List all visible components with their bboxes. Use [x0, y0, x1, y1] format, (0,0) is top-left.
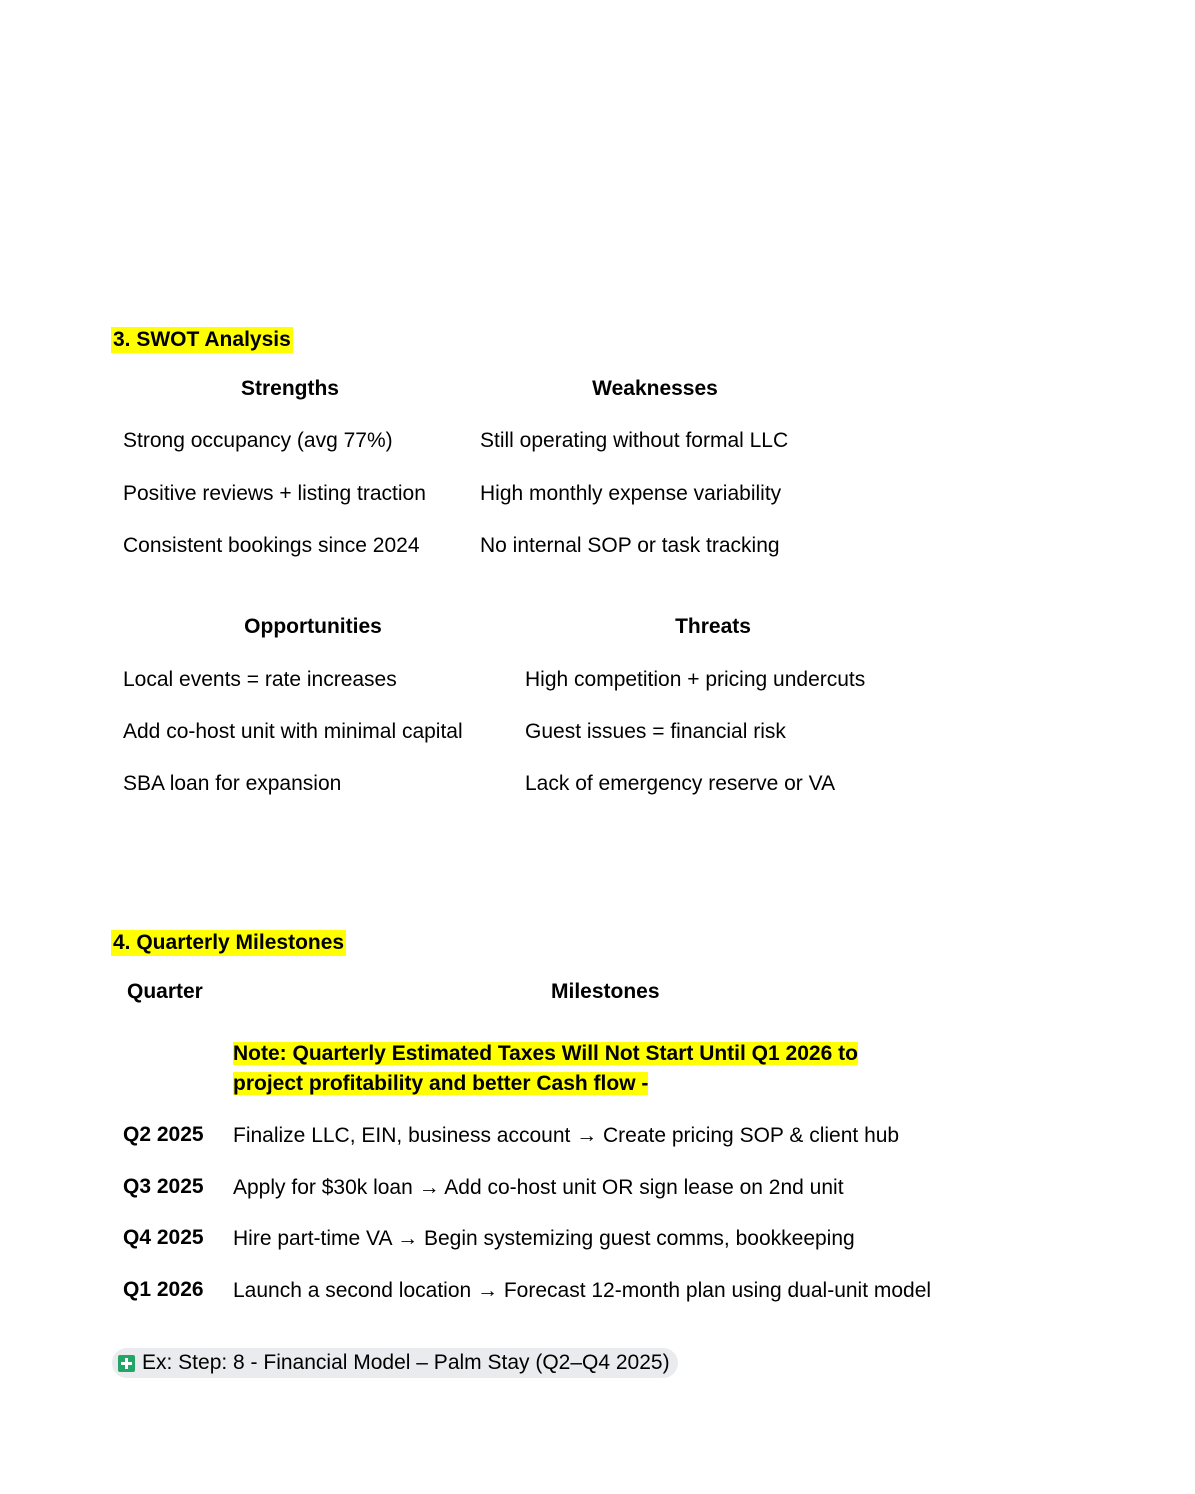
tax-note-text: Note: Quarterly Estimated Taxes Will Not Start Until Q1 2026 to project profitability and better Cash flow - [233, 1042, 858, 1095]
milestone-text: Hire part-time VA → Begin systemizing guest comms, bookkeeping [233, 1227, 855, 1250]
tax-note [233, 1039, 933, 1099]
threat-item: Guest issues = financial risk [525, 720, 786, 743]
google-sheets-icon [118, 1355, 135, 1372]
linked-file-chip[interactable] [112, 1348, 678, 1378]
quarter-label: Q3 2025 [123, 1175, 204, 1198]
linked-file-label[interactable]: Ex: Step: 8 - Financial Model – Palm Stay (Q2–Q4 2025) [142, 1351, 670, 1374]
threat-item: High competition + pricing undercuts [525, 668, 866, 691]
weakness-item: High monthly expense variability [480, 482, 782, 505]
opportunities-header: Opportunities [244, 615, 382, 638]
milestones-heading: 4. Quarterly Milestones [113, 931, 345, 954]
strength-item: Strong occupancy (avg 77%) [123, 429, 393, 452]
milestone-text: Launch a second location → Forecast 12-month plan using dual-unit model [233, 1279, 932, 1302]
threat-item: Lack of emergency reserve or VA [525, 772, 836, 795]
weakness-item: No internal SOP or task tracking [480, 534, 780, 557]
strength-item: Positive reviews + listing traction [123, 482, 426, 505]
strengths-header: Strengths [240, 377, 339, 400]
weakness-item: Still operating without formal LLC [480, 429, 789, 452]
quarter-column-header: Quarter [127, 980, 203, 1003]
weaknesses-header: Weaknesses [592, 377, 718, 400]
opportunity-item: Local events = rate increases [123, 668, 397, 691]
swot-heading: 3. SWOT Analysis [113, 328, 291, 351]
strength-item: Consistent bookings since 2024 [123, 534, 420, 557]
quarter-label: Q2 2025 [123, 1123, 204, 1146]
opportunity-item: Add co-host unit with minimal capital [123, 720, 463, 743]
quarter-label: Q4 2025 [123, 1226, 204, 1249]
opportunity-item: SBA loan for expansion [123, 772, 342, 795]
milestones-column-header: Milestones [551, 980, 660, 1003]
threats-header: Threats [675, 615, 751, 638]
milestone-text: Apply for $30k loan → Add co-host unit OR sign lease on 2nd unit [233, 1176, 844, 1199]
quarter-label: Q1 2026 [123, 1278, 204, 1301]
milestone-text: Finalize LLC, EIN, business account → Create pricing SOP & client hub [233, 1124, 900, 1147]
